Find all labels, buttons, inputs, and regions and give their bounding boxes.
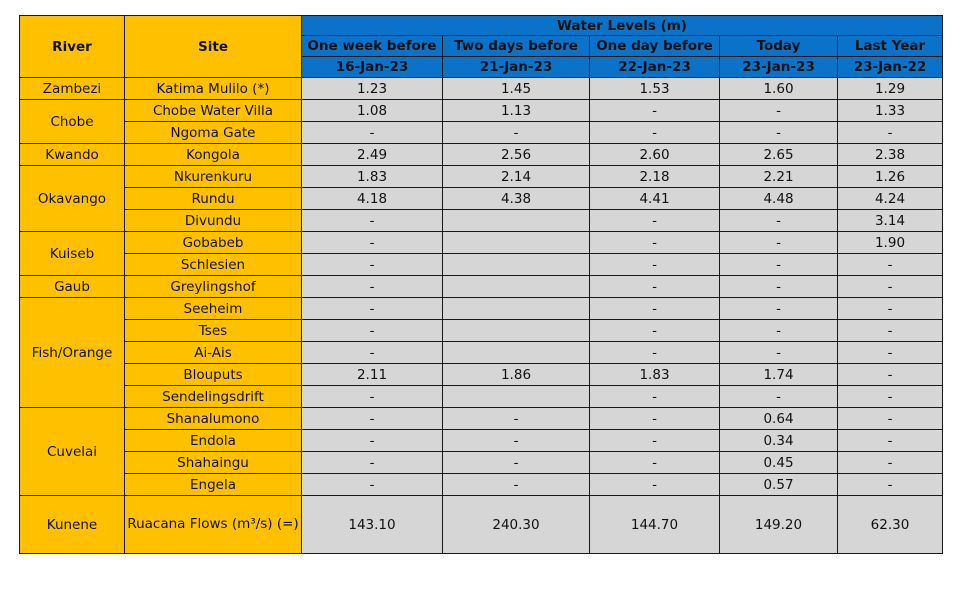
site-name-cell: Engela bbox=[125, 474, 302, 496]
table-row bbox=[20, 474, 943, 496]
column-date-one-week-before: 16-Jan-23 bbox=[302, 57, 443, 78]
water-level-value-cell: 143.10 bbox=[302, 496, 443, 554]
site-name-cell: Shahaingu bbox=[125, 452, 302, 474]
water-level-value-cell: - bbox=[838, 320, 943, 342]
water-level-value-cell bbox=[443, 276, 590, 298]
water-level-value-cell: - bbox=[720, 298, 838, 320]
river-name-cell: Zambezi bbox=[20, 78, 125, 100]
water-level-value-cell: 1.83 bbox=[302, 166, 443, 188]
river-name-cell: Gaub bbox=[20, 276, 125, 298]
water-level-value-cell: - bbox=[720, 254, 838, 276]
water-level-value-cell: 2.18 bbox=[590, 166, 720, 188]
river-name-cell: Fish/Orange bbox=[20, 298, 125, 408]
site-name-cell: Katima Mulilo (*) bbox=[125, 78, 302, 100]
water-level-value-cell: - bbox=[720, 320, 838, 342]
water-level-value-cell: - bbox=[590, 452, 720, 474]
table-row bbox=[20, 496, 943, 554]
water-level-value-cell: - bbox=[443, 474, 590, 496]
river-column-header: River bbox=[20, 16, 125, 78]
water-level-value-cell: - bbox=[838, 364, 943, 386]
table-row bbox=[20, 232, 943, 254]
water-level-value-cell: 1.45 bbox=[443, 78, 590, 100]
water-level-value-cell: - bbox=[302, 232, 443, 254]
water-level-value-cell: 4.48 bbox=[720, 188, 838, 210]
site-name-cell: Endola bbox=[125, 430, 302, 452]
water-level-value-cell: 1.53 bbox=[590, 78, 720, 100]
table-row bbox=[20, 408, 943, 430]
water-level-value-cell: 0.45 bbox=[720, 452, 838, 474]
water-level-value-cell: - bbox=[838, 408, 943, 430]
water-level-value-cell: - bbox=[443, 452, 590, 474]
water-level-value-cell: - bbox=[720, 122, 838, 144]
column-label-last-year: Last Year bbox=[838, 36, 943, 57]
water-level-value-cell: - bbox=[590, 298, 720, 320]
water-level-value-cell: 1.90 bbox=[838, 232, 943, 254]
water-level-value-cell: 1.29 bbox=[838, 78, 943, 100]
water-level-value-cell: - bbox=[838, 474, 943, 496]
water-level-value-cell: - bbox=[302, 298, 443, 320]
table-row bbox=[20, 430, 943, 452]
water-level-value-cell: 2.56 bbox=[443, 144, 590, 166]
water-level-value-cell: 4.38 bbox=[443, 188, 590, 210]
water-level-value-cell bbox=[443, 342, 590, 364]
water-level-value-cell: - bbox=[302, 254, 443, 276]
table-row bbox=[20, 210, 943, 232]
table-row bbox=[20, 276, 943, 298]
water-level-value-cell: - bbox=[720, 276, 838, 298]
site-column-header: Site bbox=[125, 16, 302, 78]
table-row bbox=[20, 364, 943, 386]
water-levels-table-wrapper bbox=[19, 15, 943, 554]
site-name-cell: Ngoma Gate bbox=[125, 122, 302, 144]
water-level-value-cell: - bbox=[838, 276, 943, 298]
site-name-cell: Gobabeb bbox=[125, 232, 302, 254]
water-level-value-cell: 144.70 bbox=[590, 496, 720, 554]
water-level-value-cell: 2.21 bbox=[720, 166, 838, 188]
river-name-cell: Chobe bbox=[20, 100, 125, 144]
water-level-value-cell: 1.33 bbox=[838, 100, 943, 122]
water-level-value-cell: - bbox=[302, 122, 443, 144]
river-name-cell: Cuvelai bbox=[20, 408, 125, 496]
water-level-value-cell: - bbox=[302, 342, 443, 364]
table-row bbox=[20, 122, 943, 144]
water-level-value-cell: 2.65 bbox=[720, 144, 838, 166]
water-level-value-cell: 0.57 bbox=[720, 474, 838, 496]
water-level-value-cell: 4.18 bbox=[302, 188, 443, 210]
water-level-value-cell: - bbox=[590, 232, 720, 254]
water-level-value-cell: 1.60 bbox=[720, 78, 838, 100]
water-level-value-cell: - bbox=[590, 386, 720, 408]
water-level-value-cell: 2.38 bbox=[838, 144, 943, 166]
water-level-value-cell: - bbox=[720, 100, 838, 122]
water-level-value-cell: 0.64 bbox=[720, 408, 838, 430]
site-name-cell: Greylingshof bbox=[125, 276, 302, 298]
water-level-value-cell: - bbox=[838, 430, 943, 452]
site-name-cell: Rundu bbox=[125, 188, 302, 210]
site-name-cell: Ruacana Flows (m³/s) (=) bbox=[125, 496, 302, 554]
site-name-cell: Kongola bbox=[125, 144, 302, 166]
column-label-two-days-before: Two days before bbox=[443, 36, 590, 57]
water-level-value-cell: - bbox=[838, 254, 943, 276]
table-row bbox=[20, 166, 943, 188]
column-date-last-year: 23-Jan-22 bbox=[838, 57, 943, 78]
table-row bbox=[20, 320, 943, 342]
table-row bbox=[20, 78, 943, 100]
table-body bbox=[20, 78, 943, 554]
site-name-cell: Shanalumono bbox=[125, 408, 302, 430]
table-row bbox=[20, 298, 943, 320]
water-level-value-cell: - bbox=[838, 342, 943, 364]
water-level-value-cell: - bbox=[590, 342, 720, 364]
water-level-value-cell: 1.83 bbox=[590, 364, 720, 386]
water-level-value-cell: - bbox=[590, 320, 720, 342]
water-level-value-cell: 1.74 bbox=[720, 364, 838, 386]
site-name-cell: Divundu bbox=[125, 210, 302, 232]
water-level-value-cell: 1.86 bbox=[443, 364, 590, 386]
water-level-value-cell: - bbox=[443, 122, 590, 144]
water-level-value-cell: - bbox=[590, 254, 720, 276]
water-level-value-cell: 62.30 bbox=[838, 496, 943, 554]
water-level-value-cell: - bbox=[720, 210, 838, 232]
river-name-cell: Kunene bbox=[20, 496, 125, 554]
water-level-value-cell: - bbox=[302, 276, 443, 298]
water-level-value-cell: 2.14 bbox=[443, 166, 590, 188]
table-row bbox=[20, 144, 943, 166]
site-name-cell: Sendelingsdrift bbox=[125, 386, 302, 408]
water-level-value-cell: - bbox=[720, 342, 838, 364]
water-level-value-cell: - bbox=[838, 122, 943, 144]
water-level-value-cell: - bbox=[720, 232, 838, 254]
water-level-value-cell: - bbox=[590, 276, 720, 298]
water-level-value-cell: - bbox=[302, 430, 443, 452]
water-level-value-cell: - bbox=[443, 408, 590, 430]
column-date-today: 23-Jan-23 bbox=[720, 57, 838, 78]
site-name-cell: Blouputs bbox=[125, 364, 302, 386]
water-level-value-cell: 3.14 bbox=[838, 210, 943, 232]
water-level-value-cell: - bbox=[443, 430, 590, 452]
water-level-value-cell: - bbox=[590, 122, 720, 144]
site-name-cell: Chobe Water Villa bbox=[125, 100, 302, 122]
site-name-cell: Ai-Ais bbox=[125, 342, 302, 364]
site-name-cell: Nkurenkuru bbox=[125, 166, 302, 188]
water-level-value-cell bbox=[443, 298, 590, 320]
water-level-value-cell: - bbox=[720, 386, 838, 408]
water-level-value-cell: 149.20 bbox=[720, 496, 838, 554]
water-level-value-cell: - bbox=[302, 452, 443, 474]
river-name-cell: Kwando bbox=[20, 144, 125, 166]
table-row bbox=[20, 100, 943, 122]
water-level-value-cell: 2.49 bbox=[302, 144, 443, 166]
water-levels-table bbox=[19, 15, 943, 554]
water-level-value-cell: - bbox=[302, 386, 443, 408]
water-level-value-cell: - bbox=[838, 298, 943, 320]
water-level-value-cell bbox=[443, 210, 590, 232]
water-levels-group-header: Water Levels (m) bbox=[302, 16, 943, 36]
water-level-value-cell: 1.08 bbox=[302, 100, 443, 122]
water-level-value-cell: - bbox=[590, 210, 720, 232]
water-level-value-cell: - bbox=[302, 210, 443, 232]
site-name-cell: Tses bbox=[125, 320, 302, 342]
water-level-value-cell: - bbox=[302, 320, 443, 342]
water-level-value-cell: 2.11 bbox=[302, 364, 443, 386]
water-level-value-cell: - bbox=[302, 408, 443, 430]
water-level-value-cell: - bbox=[838, 452, 943, 474]
table-row bbox=[20, 342, 943, 364]
table-row bbox=[20, 452, 943, 474]
water-level-value-cell: 4.41 bbox=[590, 188, 720, 210]
water-level-value-cell: - bbox=[838, 386, 943, 408]
column-date-two-days-before: 21-Jan-23 bbox=[443, 57, 590, 78]
water-level-value-cell bbox=[443, 232, 590, 254]
table-row bbox=[20, 188, 943, 210]
column-label-one-week-before: One week before bbox=[302, 36, 443, 57]
water-level-value-cell bbox=[443, 254, 590, 276]
water-level-value-cell: - bbox=[590, 408, 720, 430]
site-name-cell: Schlesien bbox=[125, 254, 302, 276]
water-level-value-cell bbox=[443, 320, 590, 342]
table-row bbox=[20, 386, 943, 408]
water-level-value-cell: 4.24 bbox=[838, 188, 943, 210]
column-date-one-day-before: 22-Jan-23 bbox=[590, 57, 720, 78]
river-name-cell: Okavango bbox=[20, 166, 125, 232]
water-level-value-cell: 1.13 bbox=[443, 100, 590, 122]
water-level-value-cell: 1.23 bbox=[302, 78, 443, 100]
column-label-one-day-before: One day before bbox=[590, 36, 720, 57]
table-row bbox=[20, 254, 943, 276]
water-level-value-cell bbox=[443, 386, 590, 408]
water-level-value-cell: 240.30 bbox=[443, 496, 590, 554]
water-level-value-cell: - bbox=[302, 474, 443, 496]
site-name-cell: Seeheim bbox=[125, 298, 302, 320]
water-level-value-cell: - bbox=[590, 430, 720, 452]
column-label-today: Today bbox=[720, 36, 838, 57]
water-level-value-cell: 0.34 bbox=[720, 430, 838, 452]
river-name-cell: Kuiseb bbox=[20, 232, 125, 276]
water-level-value-cell: 1.26 bbox=[838, 166, 943, 188]
water-level-value-cell: 2.60 bbox=[590, 144, 720, 166]
water-level-value-cell: - bbox=[590, 100, 720, 122]
water-level-value-cell: - bbox=[590, 474, 720, 496]
